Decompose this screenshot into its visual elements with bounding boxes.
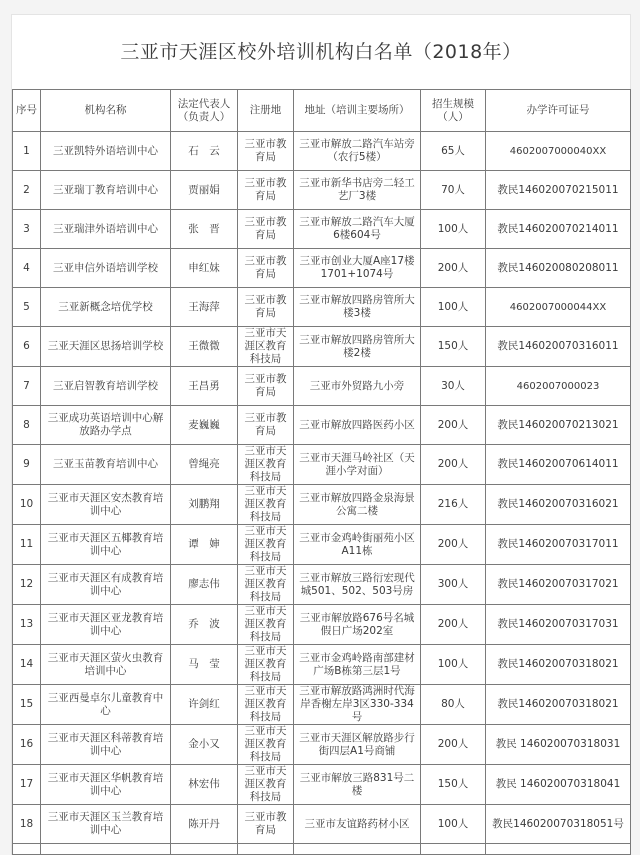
cell-no: 14 xyxy=(13,645,41,685)
cell-reg: 三亚市教育局 xyxy=(238,288,294,327)
cell-addr: 三亚市金鸡岭路南部建材广场B栋第三层1号 xyxy=(294,645,421,685)
cell-size: 200人 xyxy=(421,725,486,765)
cell-size: 100人 xyxy=(421,805,486,844)
table-row xyxy=(13,367,631,406)
cell-addr: 三亚市外贸路九小旁 xyxy=(294,367,421,406)
cell-reg: 三亚市天涯区教育科技局 xyxy=(238,525,294,565)
cell-rep: 谭 婶 xyxy=(171,525,238,565)
cell-no: 8 xyxy=(13,406,41,445)
empty-cell xyxy=(13,844,41,855)
table-row xyxy=(13,565,631,605)
cell-no: 5 xyxy=(13,288,41,327)
cell-no: 3 xyxy=(13,210,41,249)
cell-reg: 三亚市天涯区教育科技局 xyxy=(238,485,294,525)
table-header-row xyxy=(13,90,631,132)
cell-addr: 三亚市解放四路房管所大楼2楼 xyxy=(294,327,421,367)
empty-cell xyxy=(294,844,421,855)
cell-addr: 三亚市友谊路药材小区 xyxy=(294,805,421,844)
cell-rep: 张 晋 xyxy=(171,210,238,249)
cell-no: 7 xyxy=(13,367,41,406)
cell-license: 教民146020070318021 xyxy=(486,645,631,685)
cell-rep: 曾绳亮 xyxy=(171,445,238,485)
cell-no: 12 xyxy=(13,565,41,605)
cell-license: 教民146020070318051号 xyxy=(486,805,631,844)
cell-name: 三亚市天涯区科蒂教育培训中心 xyxy=(41,725,171,765)
cell-addr: 三亚市解放路鸿洲时代海岸香榭左岸3区330-334号 xyxy=(294,685,421,725)
cell-name: 三亚市天涯区亚龙教育培训中心 xyxy=(41,605,171,645)
cell-reg: 三亚市天涯区教育科技局 xyxy=(238,685,294,725)
cell-license: 教民146020070316011 xyxy=(486,327,631,367)
cell-no: 6 xyxy=(13,327,41,367)
cell-name: 三亚市天涯区萤火虫教育培训中心 xyxy=(41,645,171,685)
cell-rep: 林宏伟 xyxy=(171,765,238,805)
cell-addr: 三亚市新华书店旁二轻工艺厂3楼 xyxy=(294,171,421,210)
cell-name: 三亚西曼卓尔儿童教育中心 xyxy=(41,685,171,725)
table-row xyxy=(13,765,631,805)
cell-rep: 陈开丹 xyxy=(171,805,238,844)
table-row xyxy=(13,288,631,327)
cell-no: 15 xyxy=(13,685,41,725)
cell-size: 30人 xyxy=(421,367,486,406)
cell-reg: 三亚市天涯区教育科技局 xyxy=(238,605,294,645)
empty-cell xyxy=(421,844,486,855)
empty-cell xyxy=(41,844,171,855)
cell-license: 教民146020070614011 xyxy=(486,445,631,485)
cell-size: 70人 xyxy=(421,171,486,210)
cell-addr: 三亚市解放四路房管所大楼3楼 xyxy=(294,288,421,327)
cell-no: 10 xyxy=(13,485,41,525)
cell-rep: 王海萍 xyxy=(171,288,238,327)
header-col-addr: 地址（培训主要场所） xyxy=(294,90,421,132)
cell-reg: 三亚市天涯区教育科技局 xyxy=(238,765,294,805)
cell-license: 教民 146020070318031 xyxy=(486,725,631,765)
cell-addr: 三亚市天涯马岭社区（天涯小学对面） xyxy=(294,445,421,485)
cell-no: 18 xyxy=(13,805,41,844)
table-row xyxy=(13,406,631,445)
cell-reg: 三亚市教育局 xyxy=(238,406,294,445)
table-row xyxy=(13,805,631,844)
cell-no: 17 xyxy=(13,765,41,805)
cell-rep: 马 莹 xyxy=(171,645,238,685)
cell-addr: 三亚市创业大厦A座17楼1701+1074号 xyxy=(294,249,421,288)
cell-addr: 三亚市解放三路衍宏现代城501、502、503号房 xyxy=(294,565,421,605)
cell-name: 三亚成功英语培训中心解放路办学点 xyxy=(41,406,171,445)
cell-name: 三亚新概念培优学校 xyxy=(41,288,171,327)
cell-rep: 贾丽娟 xyxy=(171,171,238,210)
header-col-no: 序号 xyxy=(13,90,41,132)
cell-size: 100人 xyxy=(421,210,486,249)
cell-reg: 三亚市教育局 xyxy=(238,132,294,171)
cell-license: 4602007000023 xyxy=(486,367,631,406)
table-row xyxy=(13,725,631,765)
cell-rep: 申红妹 xyxy=(171,249,238,288)
cell-size: 150人 xyxy=(421,765,486,805)
cell-name: 三亚申信外语培训学校 xyxy=(41,249,171,288)
empty-cell xyxy=(171,844,238,855)
cell-size: 200人 xyxy=(421,406,486,445)
cell-license: 教民146020070317011 xyxy=(486,525,631,565)
cell-size: 200人 xyxy=(421,445,486,485)
cell-license: 教民146020070317031 xyxy=(486,605,631,645)
header-col-name: 机构名称 xyxy=(41,90,171,132)
cell-addr: 三亚市解放三路831号二楼 xyxy=(294,765,421,805)
cell-size: 300人 xyxy=(421,565,486,605)
cell-license: 教民146020070213021 xyxy=(486,406,631,445)
table-row xyxy=(13,132,631,171)
table-row xyxy=(13,171,631,210)
cell-reg: 三亚市天涯区教育科技局 xyxy=(238,725,294,765)
cell-addr: 三亚市解放四路医药小区 xyxy=(294,406,421,445)
table-row xyxy=(13,445,631,485)
cell-reg: 三亚市天涯区教育科技局 xyxy=(238,327,294,367)
cell-size: 100人 xyxy=(421,288,486,327)
cell-license: 教民146020080208011 xyxy=(486,249,631,288)
cell-addr: 三亚市天涯区解放路步行街四层A1号商铺 xyxy=(294,725,421,765)
cell-reg: 三亚市教育局 xyxy=(238,210,294,249)
cell-no: 13 xyxy=(13,605,41,645)
cell-addr: 三亚市解放二路汽车站旁（农行5楼） xyxy=(294,132,421,171)
whitelist-table xyxy=(12,89,631,855)
cell-rep: 刘鹏翔 xyxy=(171,485,238,525)
cell-no: 16 xyxy=(13,725,41,765)
cell-name: 三亚启智教育培训学校 xyxy=(41,367,171,406)
cell-rep: 金小又 xyxy=(171,725,238,765)
cell-rep: 许剑红 xyxy=(171,685,238,725)
cell-name: 三亚瑞丁教育培训中心 xyxy=(41,171,171,210)
cell-license: 教民146020070215011 xyxy=(486,171,631,210)
header-col-reg: 注册地 xyxy=(238,90,294,132)
cell-size: 200人 xyxy=(421,605,486,645)
cell-name: 三亚天涯区思扬培训学校 xyxy=(41,327,171,367)
table-row xyxy=(13,605,631,645)
cell-rep: 乔 波 xyxy=(171,605,238,645)
cell-size: 65人 xyxy=(421,132,486,171)
document-title: 三亚市天涯区校外培训机构白名单（2018年） xyxy=(120,41,522,63)
cell-name: 三亚市天涯区安杰教育培训中心 xyxy=(41,485,171,525)
cell-license: 教民146020070214011 xyxy=(486,210,631,249)
document-sheet xyxy=(11,14,631,855)
table-row-cutoff xyxy=(13,844,631,855)
cell-reg: 三亚市天涯区教育科技局 xyxy=(238,565,294,605)
cell-license: 教民146020070318021 xyxy=(486,685,631,725)
table-row xyxy=(13,249,631,288)
cell-reg: 三亚市教育局 xyxy=(238,805,294,844)
cell-name: 三亚瑞津外语培训中心 xyxy=(41,210,171,249)
cell-rep: 麦巍巍 xyxy=(171,406,238,445)
cell-license: 4602007000040XX xyxy=(486,132,631,171)
cell-name: 三亚市天涯区有成教育培训中心 xyxy=(41,565,171,605)
cell-rep: 石 云 xyxy=(171,132,238,171)
cell-size: 200人 xyxy=(421,249,486,288)
cell-addr: 三亚市解放二路汽车大厦6楼604号 xyxy=(294,210,421,249)
empty-cell xyxy=(238,844,294,855)
table-row xyxy=(13,210,631,249)
cell-name: 三亚凯特外语培训中心 xyxy=(41,132,171,171)
header-col-license: 办学许可证号 xyxy=(486,90,631,132)
cell-no: 4 xyxy=(13,249,41,288)
cell-rep: 廖志伟 xyxy=(171,565,238,605)
cell-license: 教民146020070316021 xyxy=(486,485,631,525)
cell-no: 2 xyxy=(13,171,41,210)
cell-rep: 王微微 xyxy=(171,327,238,367)
cell-license: 4602007000044XX xyxy=(486,288,631,327)
table-row xyxy=(13,485,631,525)
cell-no: 9 xyxy=(13,445,41,485)
cell-reg: 三亚市教育局 xyxy=(238,367,294,406)
cell-addr: 三亚市金鸡岭街丽苑小区A11栋 xyxy=(294,525,421,565)
cell-no: 11 xyxy=(13,525,41,565)
table-row xyxy=(13,645,631,685)
cell-addr: 三亚市解放路676号名城假日广场202室 xyxy=(294,605,421,645)
cell-rep: 王昌勇 xyxy=(171,367,238,406)
cell-name: 三亚市天涯区华帆教育培训中心 xyxy=(41,765,171,805)
cell-size: 100人 xyxy=(421,645,486,685)
cell-name: 三亚玉苗教育培训中心 xyxy=(41,445,171,485)
cell-name: 三亚市天涯区五椰教育培训中心 xyxy=(41,525,171,565)
table-row xyxy=(13,525,631,565)
header-col-rep: 法定代表人（负责人） xyxy=(171,90,238,132)
cell-reg: 三亚市天涯区教育科技局 xyxy=(238,645,294,685)
cell-size: 216人 xyxy=(421,485,486,525)
cell-size: 200人 xyxy=(421,525,486,565)
table-row xyxy=(13,685,631,725)
cell-license: 教民 146020070318041 xyxy=(486,765,631,805)
cell-addr: 三亚市解放四路金泉海景公寓二楼 xyxy=(294,485,421,525)
cell-size: 80人 xyxy=(421,685,486,725)
cell-name: 三亚市天涯区玉兰教育培训中心 xyxy=(41,805,171,844)
table-row xyxy=(13,327,631,367)
cell-reg: 三亚市教育局 xyxy=(238,249,294,288)
cell-size: 150人 xyxy=(421,327,486,367)
cell-reg: 三亚市天涯区教育科技局 xyxy=(238,445,294,485)
header-col-size: 招生规模（人） xyxy=(421,90,486,132)
empty-cell xyxy=(486,844,631,855)
cell-license: 教民146020070317021 xyxy=(486,565,631,605)
cell-reg: 三亚市教育局 xyxy=(238,171,294,210)
cell-no: 1 xyxy=(13,132,41,171)
